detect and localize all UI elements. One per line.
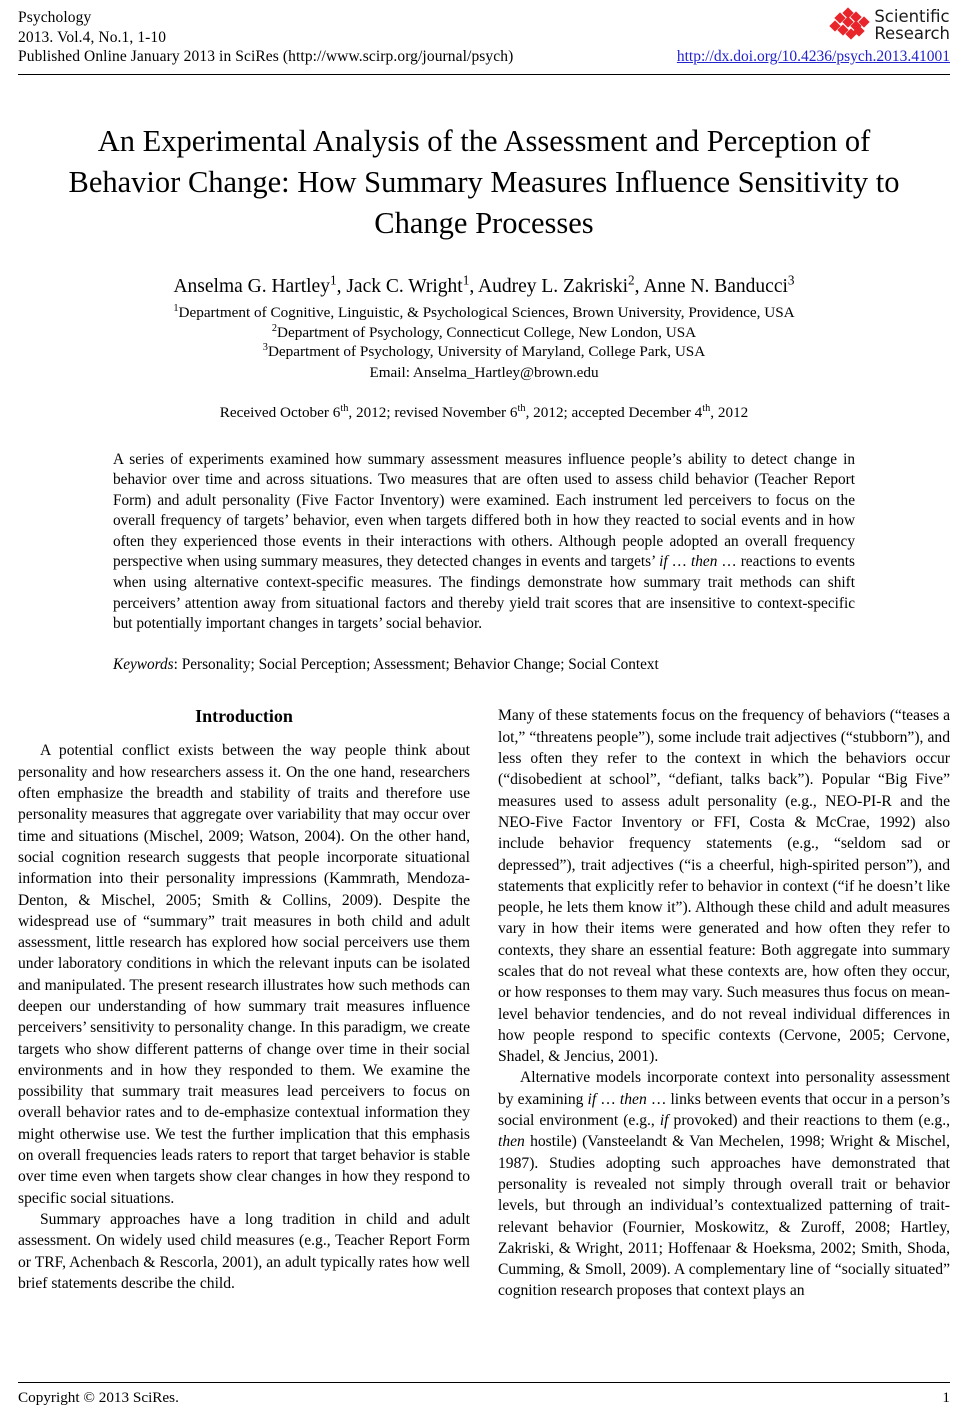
affiliations <box>18 303 950 362</box>
section-heading-introduction: Introduction <box>195 706 293 727</box>
published-online-line: Published Online January 2013 in SciRes (http://www.scirp.org/journal/psych) <box>18 48 514 65</box>
affiliation-3: $^3$Department of Psychology, University of Maryland, College Park, USA <box>262 341 706 360</box>
column-right <box>498 705 950 1301</box>
keywords-label: Keywords <box>113 655 174 673</box>
paragraph: Summary approaches have a long tradition in child and adult assessment. On widely used child measures (e.g., Teacher Report Form or TRF, Achenbach & Rescorla, 2001), an adult typically rates how well brief statements describe the child. <box>18 1210 470 1292</box>
volume-issue-line: 2013. Vol.4, No.1, 1-10 <box>18 28 167 46</box>
journal-name: Psychology <box>18 9 92 26</box>
author-names: Anselma G. Hartley$^1$, Jack C. Wright$^1$, Audrey L. Zakriski$^2$, Anne N. Banducci$^3$ <box>173 272 795 297</box>
paragraph: Many of these statements focus on the frequency of behaviors (“teases a lot,” “threatens people”), some include trait adjectives (“stubborn”), and less often they refer to the context in which the behaviors occur (“disobedient at school”, “defiant, talks back”). Popular “Big Five” measures used to assess adult personality (e.g., NEO-PI-R and the NEO-Five Factor Inventory or FFI, Costa & McCrae, 1992) also include behavior frequency statements (e.g., “seldom sad or depressed”), trait adjectives (“is a cheerful, high-spirited person”), and statements that explicitly refer to behavior in context (“if he doesn’t like people, he lets them know it”). Although these child and adult measures vary in how their items were generated and how often they refer to contexts, they share an essential feature: Both aggregate into summary scales that do not reveal what these contexts are, how often they occur, or how responses to them may vary. Such measures thus focus on mean-level behavior tendencies, and do not reveal individual differences in how people respond to specific contexts (Cervone, 2005; Cervone, Shadel, & Jencius, 2001). <box>498 707 950 1066</box>
paragraph: Alternative models incorporate context into personality assessment by examining if … then … links between events that occur in a person’s social environment (e.g., if provoked) and their reactions to them (e.g., then hostile) (Vansteelandt & Van Mechelen, 1998; Wright & Mischel, 1987). Studies adopting such approaches have demonstrated that personality is revealed not simply through overall trait or behavior levels, but through an individual’s contextualized patterning of trait-relevant behavior (Fournier, Moskowitz, & Zuroff, 2008; Hartley, Zakriski, & Wright, 2011; Hoffenaar & Hoeksma, 2002; Smith, Shoda, Cumming, & Smoll, 2009). A complementary line of “socially situated” cognition research proposes that context plays an <box>498 1069 950 1300</box>
doi-link[interactable]: http://dx.doi.org/10.4236/psych.2013.41001 <box>676 48 950 65</box>
abstract-text: A series of experiments examined how summary assessment measures influence people’s ability to detect change in behavior over time and across situations. Two measures that are often used to assess child behavior (Teacher Report Form) and adult personality (Five Factor Inventory) were examined. Each instrument led perceivers to focus on the overall frequency of targets’ behavior, even when targets differed both in how they reacted to social events and in how often they experienced those events in their interactions with others. Although people adopted an overall frequency perspective when using summary measures, they detected changes in events and targets’ if … then … reactions to events when using alternative context-specific measures. The findings demonstrate how summary trait methods can shift perceivers’ attention away from situational factors and thereby yield trait scores that are insensitive to context-specific but potentially important changes in targets’ social behavior. <box>113 450 855 633</box>
author-list <box>18 272 950 299</box>
copyright-notice: Copyright © 2013 SciRes. <box>18 1389 179 1406</box>
paragraph: A potential conflict exists between the way people think about personality and how researchers assess it. On the one hand, researchers often emphasize the breadth and stability of traits and therefore use personality measures that aggregate over variability that may occur over time and situations (Mischel, 2009; Watson, 2004). On the other hand, social cognition research suggests that people incorporate situational information into their personality impressions (Kammrath, Mendoza-Denton, & Mischel, 2005; Smith & Collins, 2009). Despite the widespread use of “summary” trait measures in both child and adult assessment, little research has explored how social perceivers use them under laboratory conditions in which the relevant inputs can be isolated and manipulated. The present research illustrates how such methods can deepen our understanding of how summary trait measures influence perceivers’ sensitivity to personality change. In this paradigm, we create targets who show different patterns of change over time in their social environments and in how they responded to them. We examine the possibility that summary trait measures lead perceivers to focus on overall behavior rates and to de-emphasize contextual information they might otherwise use. We test the further implication that this emphasis on overall frequencies leads raters to report that target behavior is stable over time even when targets show clear changes in how they respond to specific social situations. <box>18 742 470 1207</box>
footer-divider <box>18 1382 950 1383</box>
publisher-logo <box>831 8 950 42</box>
affiliation-1: $^1$Department of Cognitive, Linguistic, & Psychological Sciences, Brown University, Providence, USA <box>173 302 795 321</box>
paper-title: An Experimental Analysis of the Assessment and Perception of Behavior Change: How Summary Measures Influence Sensitivity to Change Processes <box>68 124 900 240</box>
logo-line-2: Research <box>874 24 950 43</box>
keywords-values: : Personality; Social Perception; Assessment; Behavior Change; Social Context <box>173 655 659 673</box>
received-revised-accepted-dates: Received October 6th, 2012; revised November 6th, 2012; accepted December 4th, 2012 <box>219 402 749 421</box>
scientific-research-diamond-icon <box>831 8 869 42</box>
corresponding-email: Email: Anselma_Hartley@brown.edu <box>369 363 599 381</box>
publisher-logo-text <box>874 8 950 42</box>
column-left <box>18 705 470 1301</box>
keywords-line <box>113 655 855 676</box>
masthead-divider <box>18 74 950 75</box>
masthead <box>18 8 950 70</box>
affiliation-2: $^2$Department of Psychology, Connecticut College, New London, USA <box>271 322 697 341</box>
body-columns <box>18 705 950 1301</box>
page-number: 1 <box>942 1389 950 1406</box>
page-footer <box>18 1388 950 1407</box>
logo-line-1: Scientific <box>874 7 950 26</box>
